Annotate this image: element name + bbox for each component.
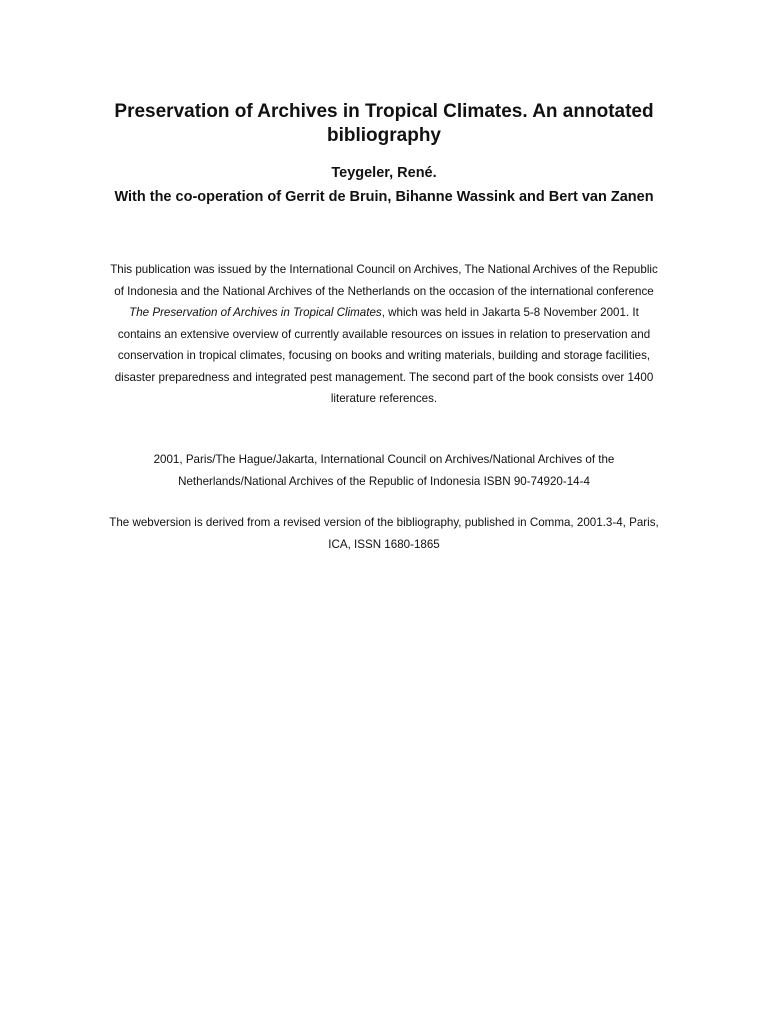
document-title: Preservation of Archives in Tropical Climates. An annotated bibliography [114, 101, 654, 146]
imprint-paragraph: 2001, Paris/The Hague/Jakarta, International Council on Archives/National Archives of the Netherlands/National Archives of the Republic of Indonesia ISBN 90-74920-14-4 [153, 453, 615, 488]
cooperation-line: With the co-operation of Gerrit de Bruin, Bihanne Wassink and Bert van Zanen [114, 189, 654, 205]
author-line: Teygeler, René. [331, 165, 437, 181]
description-paragraph [108, 259, 660, 410]
description-text-after: , which was held in Jakarta 5-8 November 2001. It contains an extensive overview of currently available resources on issues in relation to preservation and conservation in tropical climates, focusing on books and writing materials, building and storage facilities, disaster preparedness and integrated pest management. The second part of the book consists over 1400 literature references. [114, 306, 654, 405]
description-text-before: This publication was issued by the International Council on Archives, The National Archives of the Republic of Indonesia and the National Archives of the Netherlands on the occasion of the international conference [110, 263, 658, 298]
web-version-note: The webversion is derived from a revised version of the bibliography, published in Comma, 2001.3-4, Paris, ICA, ISSN 1680-1865 [109, 516, 659, 551]
conference-title: The Preservation of Archives in Tropical Climates [129, 306, 382, 319]
